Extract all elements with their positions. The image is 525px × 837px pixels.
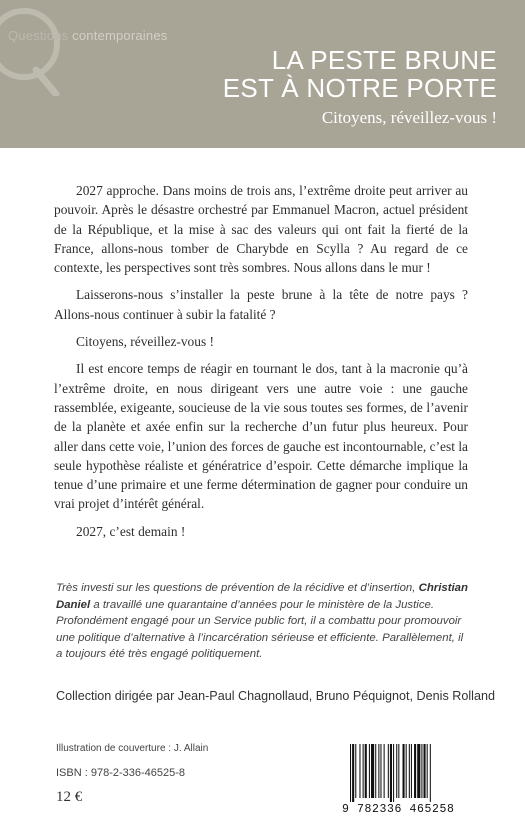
barcode-bar xyxy=(359,744,360,798)
bio-rest: a travaillé une quarantaine d’années pour le ministère de la Justice. Profondément engagé pour un Service public fort, il a combattu pour promouvoir une politique d’alternative à l’incarcération sérieuse et efficiente. Parallèlement, il a toujours été très engagé politiquement. xyxy=(56,598,464,660)
barcode-number: 9 782336 465258 xyxy=(342,803,455,816)
paragraph: 2027 approche. Dans moins de trois ans, l’extrême droite peut arriver au pouvoir. Après le désastre orchestré par Emmanuel Macron, actuel président de la République, et la mise à sac des valeurs qui ont fait la fierté de la France, allons-nous tomber de Charybde en Scylla ? Au regard de ce contexte, les perspectives sont très sombres. Nous allons dans le mur ! xyxy=(54,183,468,276)
barcode-bar xyxy=(375,744,376,798)
paragraph: Il est encore temps de réagir en tournant le dos, tant à la macronie qu’à l’extrême droite, en nous dirigeant vers une autre voie : une gauche rassemblée, exigeante, soucieuse de la vie sous toutes ses formes, de l’avenir de la planète et axée enfin sur la recherche d’un futur plus heureux. Pour aller dans cette voie, l’union des forces de gauche est incontournable, c’est la seule hypothèse réaliste et génératrice d’espoir. Cette démarche implique la tenue d’une primaire et une ferme détermination de gagner pour conduire un vrai projet d’intérêt général. xyxy=(54,361,468,512)
barcode-bar xyxy=(388,744,389,798)
barcode-bar xyxy=(355,744,356,798)
barcode-bar xyxy=(350,744,351,802)
barcode-bar xyxy=(369,744,370,798)
author-name: Christian Daniel xyxy=(56,582,468,611)
barcode-bar xyxy=(396,744,397,798)
barcode-bar xyxy=(363,744,364,798)
barcode-bar xyxy=(421,744,422,798)
barcode-bars xyxy=(350,744,470,802)
price: 12 € xyxy=(56,789,83,805)
title-line-2: EST À NOTRE PORTE xyxy=(222,73,497,103)
isbn: ISBN : 978-2-336-46525-8 xyxy=(56,767,186,779)
title-line-1: LA PESTE BRUNE xyxy=(271,45,497,75)
paragraph: Citoyens, réveillez-vous ! xyxy=(76,334,214,350)
barcode-bar xyxy=(424,744,426,798)
back-cover-text xyxy=(54,181,468,549)
series-name-part1: Questions xyxy=(8,28,69,43)
barcode-bar xyxy=(352,744,354,802)
cover-illustration-credit: Illustration de couverture : J. Allain xyxy=(56,743,209,754)
barcode-bar xyxy=(384,744,385,798)
barcode-bar xyxy=(409,744,410,798)
series-name-part2: contemporaines xyxy=(72,28,168,43)
barcode-bar xyxy=(393,744,394,802)
paragraph: 2027, c’est demain ! xyxy=(76,523,186,539)
author-bio xyxy=(56,580,472,663)
series-name xyxy=(8,28,167,43)
bio-intro: Très investi sur les questions de prévention de la récidive et d’insertion, xyxy=(56,582,416,594)
barcode xyxy=(342,744,472,818)
cover-header xyxy=(0,0,525,148)
collection-directors: Collection dirigée par Jean-Paul Chagnollaud, Bruno Péquignot, Denis Rolland xyxy=(56,689,495,703)
barcode-bar xyxy=(411,744,412,798)
q-logo-icon xyxy=(0,4,69,96)
barcode-bar xyxy=(378,744,379,798)
book-subtitle: Citoyens, réveillez-vous ! xyxy=(321,108,497,127)
barcode-bar xyxy=(390,744,392,802)
barcode-bar xyxy=(403,744,405,798)
barcode-bar xyxy=(365,744,367,798)
barcode-bar xyxy=(380,744,381,798)
barcode-bar xyxy=(430,744,431,802)
barcode-bar xyxy=(398,744,399,798)
barcode-bar xyxy=(414,744,416,798)
book-title xyxy=(223,46,497,102)
barcode-bar xyxy=(406,744,407,798)
barcode-bar xyxy=(427,744,428,798)
barcode-bar xyxy=(417,744,420,798)
paragraph: Laisserons-nous s’installer la peste brune à la tête de notre pays ? Allons-nous continuer à subir la fatalité ? xyxy=(54,287,468,322)
barcode-bar xyxy=(371,744,374,798)
